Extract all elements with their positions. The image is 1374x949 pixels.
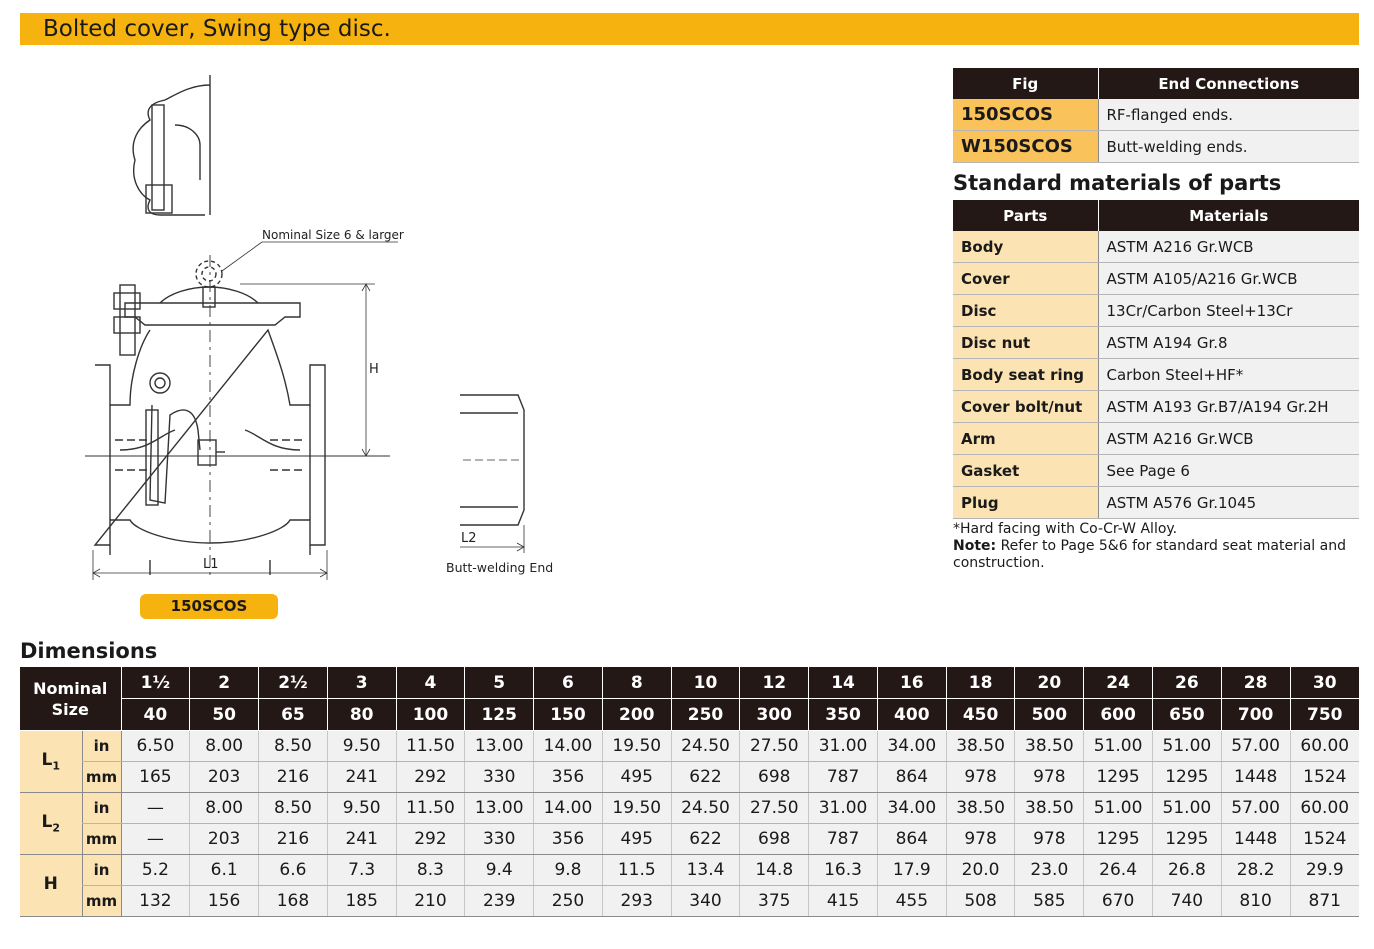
table-row — [953, 231, 1359, 263]
dimension-value: 14.00 — [534, 793, 603, 824]
size-in-header: 28 — [1221, 667, 1290, 699]
size-mm-header: 200 — [602, 699, 671, 731]
dimension-value: 8.00 — [190, 731, 259, 762]
size-mm-header: 750 — [1290, 699, 1359, 731]
table-row — [20, 855, 1359, 886]
dimension-value: 216 — [259, 824, 328, 855]
size-mm-header: 65 — [259, 699, 328, 731]
dimension-value: 51.00 — [1084, 731, 1153, 762]
part-name: Cover — [953, 263, 1098, 295]
side-bolt — [152, 105, 164, 210]
dimension-value: 60.00 — [1290, 731, 1359, 762]
dimension-value: 9.50 — [327, 731, 396, 762]
dimension-value: 340 — [671, 886, 740, 917]
dimensions-table — [20, 667, 1359, 917]
table-row — [953, 391, 1359, 423]
dimension-value: 8.50 — [259, 731, 328, 762]
dimension-value: — — [121, 824, 190, 855]
size-in-header: 16 — [877, 667, 946, 699]
dimension-value: 356 — [534, 762, 603, 793]
dimension-value: 622 — [671, 762, 740, 793]
size-in-header: 18 — [946, 667, 1015, 699]
size-mm-header: 700 — [1221, 699, 1290, 731]
dimension-value: 34.00 — [877, 731, 946, 762]
dimension-label: $L_2$ — [20, 793, 82, 855]
dimension-value: 29.9 — [1290, 855, 1359, 886]
dimension-value: 26.8 — [1152, 855, 1221, 886]
dimension-value: 292 — [396, 824, 465, 855]
dimension-value: 1524 — [1290, 824, 1359, 855]
dimension-value: 185 — [327, 886, 396, 917]
size-mm-header: 650 — [1152, 699, 1221, 731]
dimension-value: 787 — [809, 762, 878, 793]
dimension-value: 871 — [1290, 886, 1359, 917]
size-in-header: 12 — [740, 667, 809, 699]
part-material: ASTM A216 Gr.WCB — [1098, 423, 1359, 455]
table-row — [953, 487, 1359, 519]
dimension-value: 168 — [259, 886, 328, 917]
notes — [953, 521, 1363, 572]
dimension-value: 9.4 — [465, 855, 534, 886]
table-row — [953, 131, 1359, 163]
dimension-value: 24.50 — [671, 793, 740, 824]
part-material: 13Cr/Carbon Steel+13Cr — [1098, 295, 1359, 327]
dimension-value: 132 — [121, 886, 190, 917]
size-in-header: 4 — [396, 667, 465, 699]
dimension-value: 978 — [946, 762, 1015, 793]
dimension-value: 9.50 — [327, 793, 396, 824]
table-row — [20, 731, 1359, 762]
unit-label: mm — [82, 886, 121, 917]
header-end-connections: End Connections — [1098, 68, 1359, 99]
dimension-value: 38.50 — [1015, 731, 1084, 762]
size-mm-header: 125 — [465, 699, 534, 731]
part-name: Body — [953, 231, 1098, 263]
dimension-value: 787 — [809, 824, 878, 855]
size-mm-header: 300 — [740, 699, 809, 731]
dimension-value: 330 — [465, 762, 534, 793]
l2-label: L2 — [461, 531, 477, 546]
part-material: ASTM A194 Gr.8 — [1098, 327, 1359, 359]
dimension-value: 13.00 — [465, 793, 534, 824]
size-mm-header: 500 — [1015, 699, 1084, 731]
size-in-header: 24 — [1084, 667, 1153, 699]
table-row — [20, 824, 1359, 855]
size-mm-header: 250 — [671, 699, 740, 731]
dimension-value: 698 — [740, 824, 809, 855]
size-note: Nominal Size 6 & larger — [262, 228, 404, 242]
dimension-value: 241 — [327, 824, 396, 855]
dimensions-title: Dimensions — [20, 639, 158, 663]
dimension-value: 24.50 — [671, 731, 740, 762]
dimension-value: 13.4 — [671, 855, 740, 886]
table-row — [953, 359, 1359, 391]
note — [953, 538, 1363, 572]
dimension-value: 670 — [1084, 886, 1153, 917]
materials-table — [953, 200, 1359, 519]
dimension-value: 508 — [946, 886, 1015, 917]
size-mm-header: 100 — [396, 699, 465, 731]
dimension-value: 16.3 — [809, 855, 878, 886]
dimension-value: 38.50 — [946, 793, 1015, 824]
dimension-value: 375 — [740, 886, 809, 917]
fig-code: W150SCOS — [953, 131, 1098, 163]
size-mm-header: 450 — [946, 699, 1015, 731]
dimension-value: 13.00 — [465, 731, 534, 762]
dimension-value: 8.50 — [259, 793, 328, 824]
dimension-value: 1295 — [1084, 824, 1153, 855]
dimension-value: 31.00 — [809, 731, 878, 762]
part-name: Body seat ring — [953, 359, 1098, 391]
dimension-value: 14.00 — [534, 731, 603, 762]
unit-label: in — [82, 731, 121, 762]
dimension-value: 6.1 — [190, 855, 259, 886]
dimension-value: 1295 — [1152, 824, 1221, 855]
table-row — [953, 455, 1359, 487]
table-row — [20, 762, 1359, 793]
dimension-value: 51.00 — [1152, 793, 1221, 824]
dimension-value: 6.6 — [259, 855, 328, 886]
end-connection: Butt-welding ends. — [1098, 131, 1359, 163]
table-row — [953, 99, 1359, 131]
table-row — [953, 423, 1359, 455]
unit-label: in — [82, 793, 121, 824]
table-row — [20, 886, 1359, 917]
table-row — [953, 263, 1359, 295]
dimension-value: 203 — [190, 824, 259, 855]
size-in-header: 5 — [465, 667, 534, 699]
dimension-value: 23.0 — [1015, 855, 1084, 886]
dimension-value: 1524 — [1290, 762, 1359, 793]
dimension-value: 978 — [1015, 762, 1084, 793]
dimension-value: 415 — [809, 886, 878, 917]
header-fig: Fig — [953, 68, 1098, 99]
dimension-value: 6.50 — [121, 731, 190, 762]
dimension-value: 1295 — [1152, 762, 1221, 793]
valve-cover — [125, 303, 300, 325]
dimension-value: 292 — [396, 762, 465, 793]
part-name: Arm — [953, 423, 1098, 455]
dimension-value: 27.50 — [740, 731, 809, 762]
part-material: See Page 6 — [1098, 455, 1359, 487]
dimension-value: 1448 — [1221, 824, 1290, 855]
dimension-value: 978 — [1015, 824, 1084, 855]
dimension-value: 585 — [1015, 886, 1084, 917]
size-in-header: 8 — [602, 667, 671, 699]
dimension-value: 864 — [877, 824, 946, 855]
dimension-value: 740 — [1152, 886, 1221, 917]
dimension-value: 216 — [259, 762, 328, 793]
dimension-value: 11.50 — [396, 793, 465, 824]
dimension-value: 17.9 — [877, 855, 946, 886]
dimension-value: 698 — [740, 762, 809, 793]
size-mm-header: 600 — [1084, 699, 1153, 731]
size-mm-header: 400 — [877, 699, 946, 731]
size-in-header: 1½ — [121, 667, 190, 699]
dimension-value: 51.00 — [1152, 731, 1221, 762]
dimension-value: 14.8 — [740, 855, 809, 886]
butt-welding-label: Butt-welding End — [446, 560, 554, 575]
dimension-value: 11.50 — [396, 731, 465, 762]
dimension-value: 210 — [396, 886, 465, 917]
end-connections-table — [953, 68, 1359, 163]
materials-title: Standard materials of parts — [953, 171, 1282, 195]
header-parts: Parts — [953, 200, 1098, 231]
size-in-header: 3 — [327, 667, 396, 699]
dimension-value: 864 — [877, 762, 946, 793]
part-name: Plug — [953, 487, 1098, 519]
size-in-header: 26 — [1152, 667, 1221, 699]
unit-label: mm — [82, 824, 121, 855]
dimension-value: 26.4 — [1084, 855, 1153, 886]
dimension-value: 250 — [534, 886, 603, 917]
dimension-value: 1295 — [1084, 762, 1153, 793]
dimension-label: H — [20, 855, 82, 917]
dimension-value: 38.50 — [1015, 793, 1084, 824]
dimension-value: 241 — [327, 762, 396, 793]
dimension-value: 455 — [877, 886, 946, 917]
unit-label: in — [82, 855, 121, 886]
dimension-value: 38.50 — [946, 731, 1015, 762]
dimension-value: 60.00 — [1290, 793, 1359, 824]
part-material: ASTM A105/A216 Gr.WCB — [1098, 263, 1359, 295]
table-row — [20, 793, 1359, 824]
l1-label: L1 — [203, 557, 219, 572]
dimension-value: 34.00 — [877, 793, 946, 824]
dimension-value: 1448 — [1221, 762, 1290, 793]
size-mm-header: 50 — [190, 699, 259, 731]
dimension-value: 7.3 — [327, 855, 396, 886]
dimension-value: 203 — [190, 762, 259, 793]
dimension-value: 19.50 — [602, 731, 671, 762]
part-material: ASTM A576 Gr.1045 — [1098, 487, 1359, 519]
part-material: ASTM A193 Gr.B7/A194 Gr.2H — [1098, 391, 1359, 423]
size-mm-header: 80 — [327, 699, 396, 731]
dimension-value: — — [121, 793, 190, 824]
dimension-value: 5.2 — [121, 855, 190, 886]
dimension-value: 330 — [465, 824, 534, 855]
dimension-value: 810 — [1221, 886, 1290, 917]
table-row — [953, 327, 1359, 359]
dimension-value: 57.00 — [1221, 793, 1290, 824]
nominal-size-header: Nominal Size — [20, 667, 121, 731]
dimension-value: 156 — [190, 886, 259, 917]
end-connection: RF-flanged ends. — [1098, 99, 1359, 131]
dimension-value: 57.00 — [1221, 731, 1290, 762]
dimension-value: 51.00 — [1084, 793, 1153, 824]
note-text: Refer to Page 5&6 for standard seat material and construction. — [953, 538, 1346, 571]
dimension-value: 28.2 — [1221, 855, 1290, 886]
dimension-value: 495 — [602, 762, 671, 793]
dimension-label: $L_1$ — [20, 731, 82, 793]
part-name: Cover bolt/nut — [953, 391, 1098, 423]
size-mm-header: 150 — [534, 699, 603, 731]
size-in-header: 6 — [534, 667, 603, 699]
size-in-header: 2 — [190, 667, 259, 699]
dimension-value: 293 — [602, 886, 671, 917]
size-in-header: 14 — [809, 667, 878, 699]
dimension-value: 356 — [534, 824, 603, 855]
table-row — [953, 295, 1359, 327]
part-name: Disc nut — [953, 327, 1098, 359]
dimension-value: 495 — [602, 824, 671, 855]
dimension-value: 165 — [121, 762, 190, 793]
header-materials: Materials — [1098, 200, 1359, 231]
note-label: Note: — [953, 538, 997, 554]
size-in-header: 10 — [671, 667, 740, 699]
fig-code: 150SCOS — [953, 99, 1098, 131]
part-material: ASTM A216 Gr.WCB — [1098, 231, 1359, 263]
dimension-value: 27.50 — [740, 793, 809, 824]
dimension-value: 20.0 — [946, 855, 1015, 886]
dimension-value: 8.3 — [396, 855, 465, 886]
part-name: Disc — [953, 295, 1098, 327]
valve-drawing — [0, 55, 600, 645]
footnote: *Hard facing with Co-Cr-W Alloy. — [953, 521, 1178, 537]
dimension-value: 11.5 — [602, 855, 671, 886]
size-mm-header: 350 — [809, 699, 878, 731]
dimension-value: 9.8 — [534, 855, 603, 886]
unit-label: mm — [82, 762, 121, 793]
dimension-value: 8.00 — [190, 793, 259, 824]
dimension-value: 978 — [946, 824, 1015, 855]
part-material: Carbon Steel+HF* — [1098, 359, 1359, 391]
size-mm-header: 40 — [121, 699, 190, 731]
part-name: Gasket — [953, 455, 1098, 487]
size-in-header: 20 — [1015, 667, 1084, 699]
hinge-pin — [150, 373, 170, 393]
size-in-header: 30 — [1290, 667, 1359, 699]
dimension-value: 19.50 — [602, 793, 671, 824]
size-in-header: 2½ — [259, 667, 328, 699]
h-label: H — [369, 362, 379, 377]
dimension-value: 239 — [465, 886, 534, 917]
dimension-value: 622 — [671, 824, 740, 855]
dimension-value: 31.00 — [809, 793, 878, 824]
figure-badge: 150SCOS — [140, 594, 278, 619]
page-title: Bolted cover, Swing type disc. — [20, 13, 1359, 45]
